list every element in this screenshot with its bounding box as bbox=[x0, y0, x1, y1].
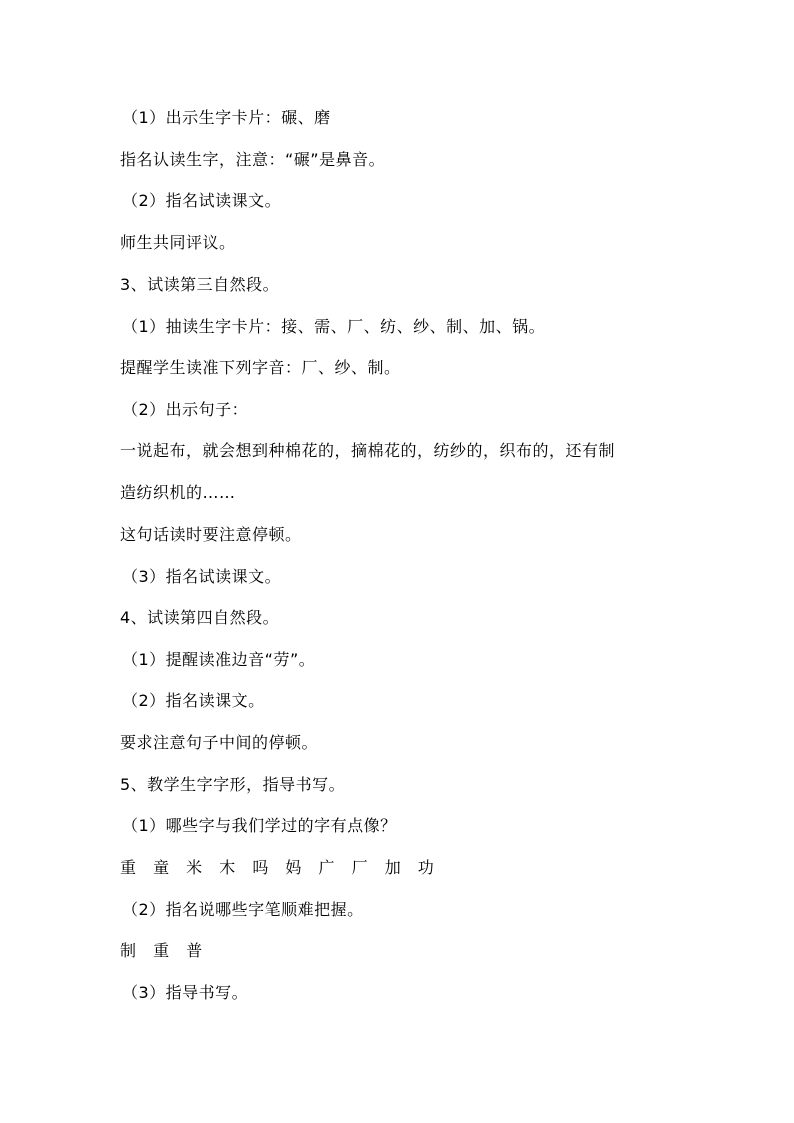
text-line: （2）指名读课文。 bbox=[122, 691, 265, 710]
text-line: （2）指名说哪些字笔顺难把握。 bbox=[122, 900, 364, 919]
text-line: 要求注意句子中间的停顿。 bbox=[120, 733, 319, 752]
section-heading: 5、教学生字字形，指导书写。 bbox=[120, 775, 346, 794]
section-heading: 3、试读第三自然段。 bbox=[120, 275, 280, 294]
text-line: 提醒学生读准下列字音：厂、纱、制。 bbox=[120, 358, 401, 377]
text-line: 指名认读生字，注意：“碾”是鼻音。 bbox=[120, 150, 386, 169]
character-list: 重 童 米 木 吗 妈 广 厂 加 功 bbox=[120, 858, 440, 877]
text-line: （2）出示句子： bbox=[122, 400, 249, 419]
text-line: （1）抽读生字卡片：接、需、厂、纺、纱、制、加、锅。 bbox=[122, 317, 546, 336]
text-line: 师生共同评议。 bbox=[120, 233, 236, 252]
text-line: 这句话读时要注意停顿。 bbox=[120, 525, 302, 544]
section-heading: 4、试读第四自然段。 bbox=[120, 608, 280, 627]
text-line: 一说起布，就会想到种棉花的，摘棉花的，纺纱的，织布的，还有制 bbox=[120, 441, 616, 460]
character-list: 制 重 普 bbox=[120, 941, 209, 960]
text-line: （1）出示生字卡片：碾、磨 bbox=[122, 108, 331, 127]
text-line: （3）指导书写。 bbox=[122, 983, 249, 1002]
text-line: （1）提醒读准边音“劳”。 bbox=[122, 650, 316, 669]
text-line: （3）指名试读课文。 bbox=[122, 567, 282, 586]
text-line: （1）哪些字与我们学过的字有点像？ bbox=[122, 816, 397, 835]
text-line: （2）指名试读课文。 bbox=[122, 191, 282, 210]
text-line: 造纺织机的…… bbox=[120, 483, 236, 502]
